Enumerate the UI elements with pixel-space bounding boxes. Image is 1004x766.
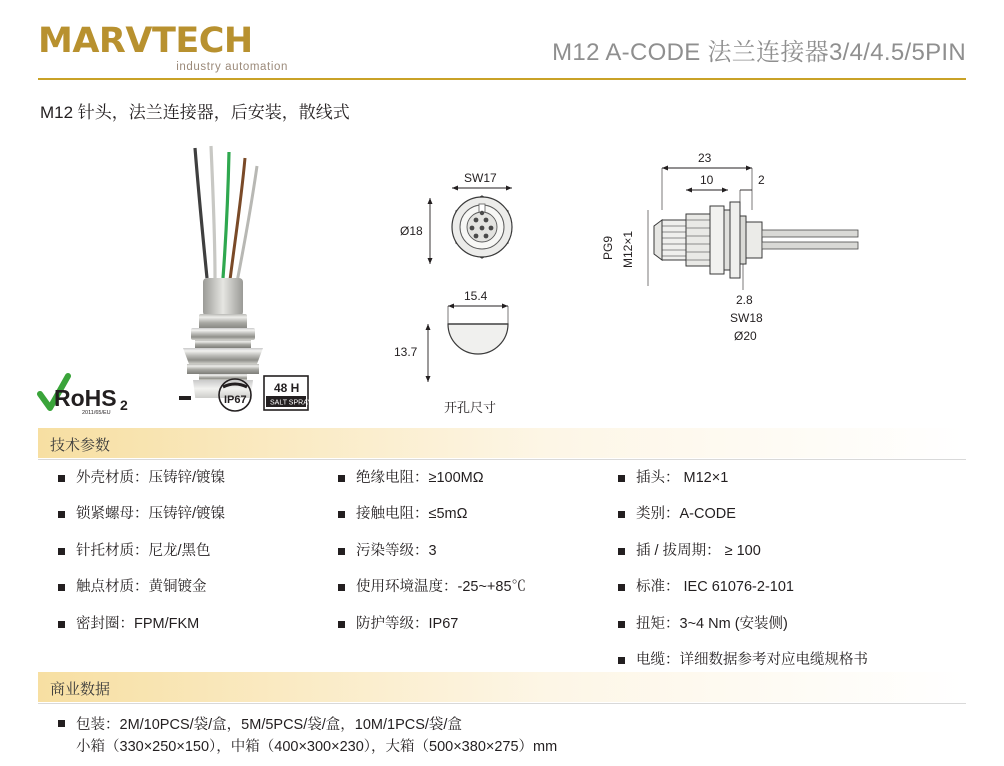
front-view-drawing — [400, 148, 580, 308]
cutout-height-label: 13.7 — [394, 345, 418, 359]
svg-text:2: 2 — [120, 397, 128, 413]
ip67-icon — [219, 379, 251, 411]
commercial-section-title: 商业数据 — [50, 681, 111, 698]
cutout-width-label: 15.4 — [464, 289, 488, 303]
spec-item: 触点材质：黄铜镀金 — [58, 579, 358, 596]
side-thread-label: M12×1 — [621, 230, 635, 268]
side-flange-label: Ø20 — [734, 329, 757, 343]
spec-item: 电缆：详细数据参考对应电缆规格书 — [618, 652, 966, 669]
spec-column-3 — [618, 470, 966, 688]
svg-text:IP67: IP67 — [224, 394, 247, 406]
spec-item: 绝缘电阻：≥100MΩ — [338, 470, 628, 487]
panel-cutout-drawing — [390, 288, 580, 448]
tech-section-title: 技术参数 — [50, 437, 111, 454]
svg-text:SALT SPRAY: SALT SPRAY — [270, 399, 313, 407]
side-pg-label: PG9 — [601, 235, 615, 260]
tech-section-bar — [38, 428, 966, 458]
svg-text:2011/65/EU: 2011/65/EU — [82, 410, 111, 416]
spec-item: 防护等级：IP67 — [338, 616, 628, 633]
page-title: M12 A-CODE 法兰连接器3/4/4.5/5PIN — [552, 39, 966, 66]
spec-item: 插 / 拔周期： ≥ 100 — [618, 543, 966, 560]
spec-item: 污染等级：3 — [338, 543, 628, 560]
spec-item: 扭矩：3~4 Nm (安装侧) — [618, 616, 966, 633]
company-logo — [38, 21, 288, 73]
front-view-diameter-label: Ø18 — [400, 224, 423, 238]
spec-column-2 — [338, 470, 628, 652]
spec-item: 标准： IEC 61076-2-101 — [618, 579, 966, 596]
carton-line: 小箱（330×250×150），中箱（400×300×230），大箱（500×380×275）mm — [76, 739, 558, 756]
side-panel-thickness-label: 2 — [758, 173, 765, 187]
packaging-line: 包装：2M/10PCS/袋/盒，5M/5PCS/袋/盒，10M/1PCS/袋/盒 — [58, 714, 958, 736]
spec-item: 类别：A-CODE — [618, 506, 966, 523]
side-seal-label: 2.8 — [736, 293, 753, 307]
connector-photo — [95, 128, 395, 398]
side-thread-length-label: 10 — [700, 173, 714, 187]
spec-item: 密封圈：FPM/FKM — [58, 616, 358, 633]
front-view-sw-label: SW17 — [464, 171, 497, 185]
side-nut-label: SW18 — [730, 311, 763, 325]
cutout-caption: 开孔尺寸 — [444, 400, 497, 415]
page-header — [0, 0, 1004, 88]
logo-wordmark: MARVTECH — [38, 21, 253, 61]
spec-item: 锁紧螺母：压铸锌/镀镍 — [58, 506, 358, 523]
svg-text:48 H: 48 H — [274, 381, 300, 395]
commercial-data — [58, 714, 958, 759]
certification-badges — [36, 370, 336, 418]
side-section-drawing — [600, 138, 960, 368]
commercial-section-bar — [38, 672, 966, 702]
spec-item: 插头： M12×1 — [618, 470, 966, 487]
spec-item: 外壳材质：压铸锌/镀镍 — [58, 470, 358, 487]
rohs-label: RoHS — [54, 385, 117, 411]
header-divider — [38, 78, 966, 80]
tech-section-rule — [38, 459, 966, 460]
tech-specs — [38, 470, 966, 668]
spec-item: 针托材质：尼龙/黑色 — [58, 543, 358, 560]
ce-icon — [149, 383, 191, 413]
salt-spray-icon — [264, 376, 312, 410]
spec-item: 接触电阻：≤5mΩ — [338, 506, 628, 523]
spec-item: 使用环境温度：-25~+85℃ — [338, 579, 628, 596]
logo-tagline: industry automation — [176, 61, 288, 73]
side-total-length-label: 23 — [698, 151, 712, 165]
cert-badges-svg — [36, 370, 336, 420]
spec-column-1 — [58, 470, 358, 652]
commercial-section-rule — [38, 703, 966, 704]
product-subtitle: M12 针头，法兰连接器，后安装，散线式 — [40, 103, 350, 122]
